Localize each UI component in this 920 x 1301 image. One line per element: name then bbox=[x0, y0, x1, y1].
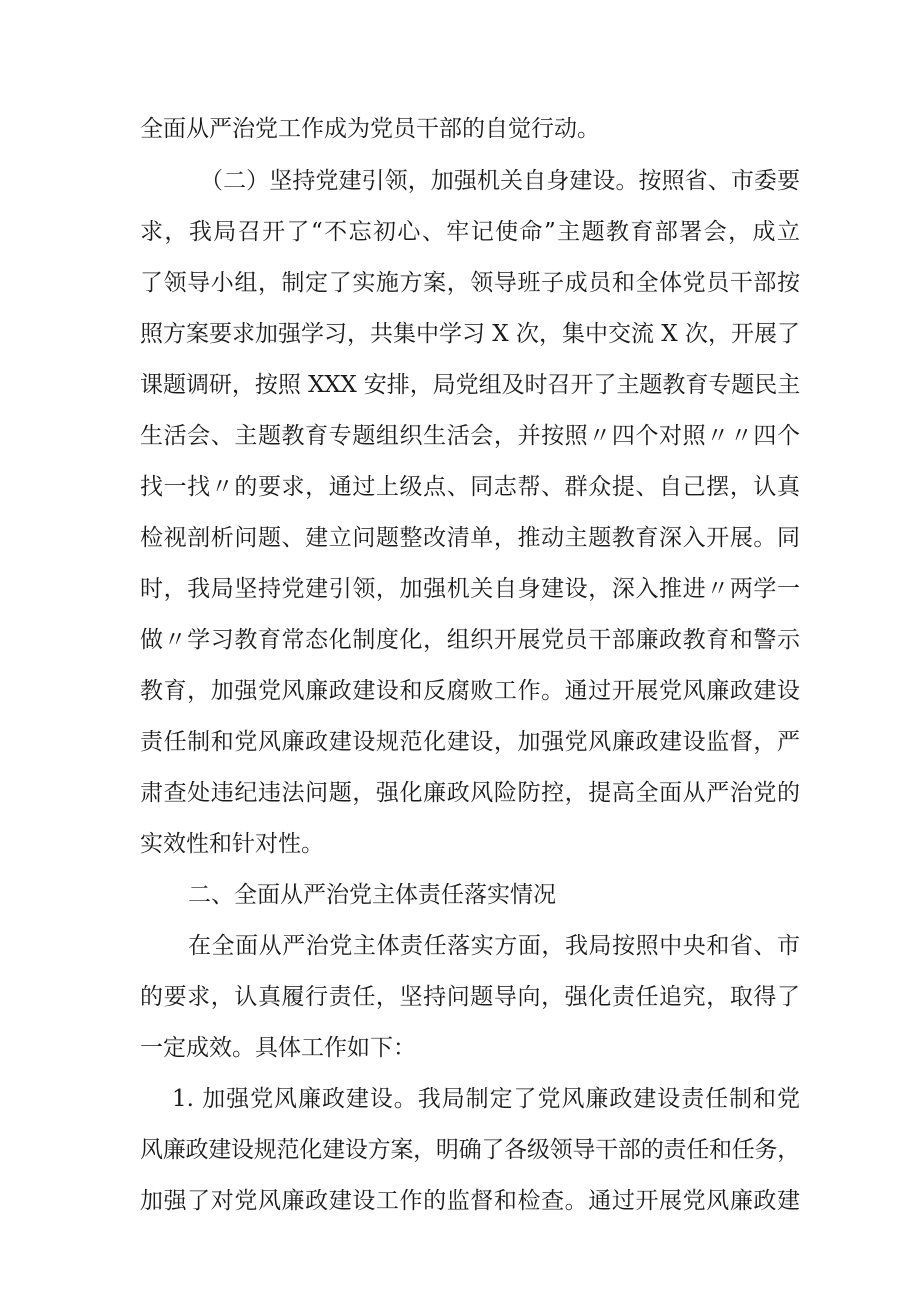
paragraph-line: 求，我局召开了“不忘初心、牢记使命”主题教育部署会，成立 bbox=[140, 219, 800, 245]
paragraph-line: 实效性和针对性。 bbox=[140, 831, 324, 857]
paragraph-line: 在全面从严治党主体责任落实方面，我局按照中央和省、市 bbox=[188, 933, 800, 959]
paragraph-line: 加强了对党风廉政建设工作的监督和检查。通过开展党风廉政建 bbox=[140, 1188, 800, 1214]
paragraph-line: 照方案要求加强学习，共集中学习 X 次，集中交流 X 次，开展了 bbox=[140, 321, 800, 347]
paragraph-line: 责任制和党风廉政建设规范化建设，加强党风廉政建设监督，严 bbox=[140, 729, 800, 755]
section-heading-line: （二）坚持党建引领，加强机关自身建设。按照省、市委要 bbox=[200, 168, 800, 194]
paragraph-line: 找一找〃的要求，通过上级点、同志帮、群众提、自己摆，认真 bbox=[140, 474, 800, 500]
paragraph-line: 做〃学习教育常态化制度化，组织开展党员干部廉政教育和警示 bbox=[140, 627, 800, 653]
numbered-item-line: 1. 加强党风廉政建设。我局制定了党风廉政建设责任制和党 bbox=[172, 1086, 800, 1112]
paragraph-line: 课题调研，按照 XXX 安排，局党组及时召开了主题教育专题民主 bbox=[140, 372, 800, 398]
paragraph-line: 一定成效。具体工作如下： bbox=[140, 1035, 416, 1061]
paragraph-line: 时，我局坚持党建引领，加强机关自身建设，深入推进〃两学一 bbox=[140, 576, 800, 602]
paragraph-line: 风廉政建设规范化建设方案，明确了各级领导干部的责任和任务， bbox=[140, 1137, 800, 1163]
paragraph-line: 肃查处违纪违法问题，强化廉政风险防控，提高全面从严治党的 bbox=[140, 780, 800, 806]
paragraph-line: 了领导小组，制定了实施方案，领导班子成员和全体党员干部按 bbox=[140, 270, 800, 296]
paragraph-line: 教育，加强党风廉政建设和反腐败工作。通过开展党风廉政建设 bbox=[140, 678, 800, 704]
paragraph-line: 全面从严治党工作成为党员干部的自觉行动。 bbox=[140, 116, 600, 142]
paragraph-line: 检视剖析问题、建立问题整改清单，推动主题教育深入开展。同 bbox=[140, 525, 800, 551]
paragraph-line: 生活会、主题教育专题组织生活会，并按照〃四个对照〃〃四个 bbox=[140, 423, 800, 449]
paragraph-line: 的要求，认真履行责任，坚持问题导向，强化责任追究，取得了 bbox=[140, 984, 800, 1010]
section-heading: 二、全面从严治党主体责任落实情况 bbox=[188, 882, 556, 908]
